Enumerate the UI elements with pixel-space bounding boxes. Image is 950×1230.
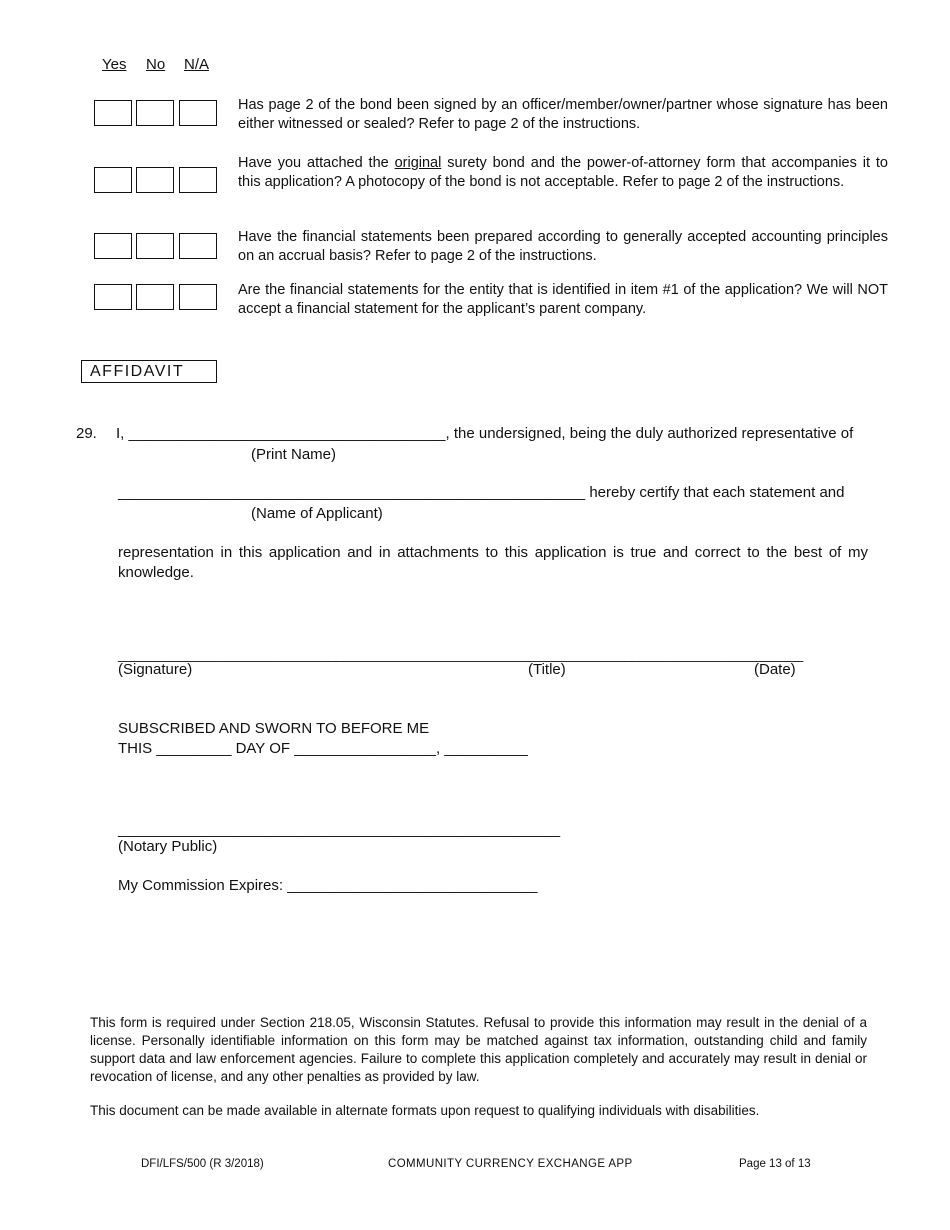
q1-yes-checkbox[interactable] bbox=[94, 100, 132, 126]
na-column-header: N/A bbox=[184, 56, 210, 73]
question-financial-statements-gaap: Have the financial statements been prepared according to generally accepted accounting principles on an accrual basis? Refer to page 2 of the instructions. bbox=[238, 229, 888, 264]
q4-na-checkbox[interactable] bbox=[179, 284, 217, 310]
question-bond-signed: Has page 2 of the bond been signed by an officer/member/owner/partner whose signature has been either witnessed or sealed? Refer to page 2 of the instructions. bbox=[238, 97, 888, 132]
q2-text-start: Have you attached the bbox=[238, 155, 395, 171]
q1-no-checkbox[interactable] bbox=[136, 100, 174, 126]
signature-caption: (Signature) bbox=[118, 661, 193, 678]
applicant-name-line[interactable]: ________________________________________________________ hereby certify that each statement and bbox=[118, 484, 845, 501]
sworn-heading: SUBSCRIBED AND SWORN TO BEFORE ME bbox=[118, 720, 430, 737]
q4-no-checkbox[interactable] bbox=[136, 284, 174, 310]
notary-line[interactable]: _____________________________________________________ bbox=[118, 821, 561, 838]
q2-text-end: surety bond and the power-of-attorney form that accompanies it to this application? A photocopy of the bond is not acceptable. Refer to page 2 of the instructions. bbox=[238, 155, 888, 190]
q2-yes-checkbox[interactable] bbox=[94, 167, 132, 193]
q4-yes-checkbox[interactable] bbox=[94, 284, 132, 310]
sworn-date-line[interactable]: THIS _________ DAY OF _________________, __________ bbox=[118, 740, 528, 757]
q3-na-checkbox[interactable] bbox=[179, 233, 217, 259]
page-number: Page 13 of 13 bbox=[739, 1158, 811, 1170]
title-caption: (Title) bbox=[528, 661, 566, 678]
print-name-line[interactable]: I, ______________________________________, the undersigned, being the duly authorized representative of bbox=[116, 425, 854, 442]
form-id: DFI/LFS/500 (R 3/2018) bbox=[141, 1158, 264, 1170]
commission-expires-line[interactable]: My Commission Expires: ______________________________ bbox=[118, 877, 538, 894]
no-column-header: No bbox=[146, 56, 166, 73]
q3-no-checkbox[interactable] bbox=[136, 233, 174, 259]
q2-no-checkbox[interactable] bbox=[136, 167, 174, 193]
yes-column-header: Yes bbox=[102, 56, 127, 73]
question-original-bond bbox=[238, 154, 888, 192]
certification-statement: representation in this application and in attachments to this application is true and correct to the best of my knowledge. bbox=[118, 544, 868, 581]
date-caption: (Date) bbox=[754, 661, 796, 678]
item-number: 29. bbox=[76, 425, 97, 442]
applicant-name-caption: (Name of Applicant) bbox=[251, 505, 383, 522]
q3-yes-checkbox[interactable] bbox=[94, 233, 132, 259]
q2-underlined-word: original bbox=[394, 155, 442, 171]
q2-na-checkbox[interactable] bbox=[179, 167, 217, 193]
signature-line[interactable]: ________________________________________________________________________________________ bbox=[118, 646, 804, 662]
print-name-caption: (Print Name) bbox=[251, 446, 337, 463]
form-name: COMMUNITY CURRENCY EXCHANGE APP bbox=[388, 1158, 633, 1170]
question-financial-statements-entity: Are the financial statements for the entity that is identified in item #1 of the application? We will NOT accept a financial statement for the applicant’s parent company. bbox=[238, 282, 888, 317]
alternate-formats-notice: This document can be made available in alternate formats upon request to qualifying individuals with disabilities. bbox=[90, 1103, 760, 1118]
q1-na-checkbox[interactable] bbox=[179, 100, 217, 126]
notary-caption: (Notary Public) bbox=[118, 838, 218, 855]
affidavit-section-title: AFFIDAVIT bbox=[81, 360, 217, 383]
legal-notice: This form is required under Section 218.05, Wisconsin Statutes. Refusal to provide this information may result in the denial of a license. Personally identifiable information on this form may be matched against tax information, outstanding child and family support data and law enforcement agencies. Failure to complete this application completely and accurately may result in denial or revocation of license, and any other penalties as provided by law. bbox=[90, 1015, 867, 1084]
